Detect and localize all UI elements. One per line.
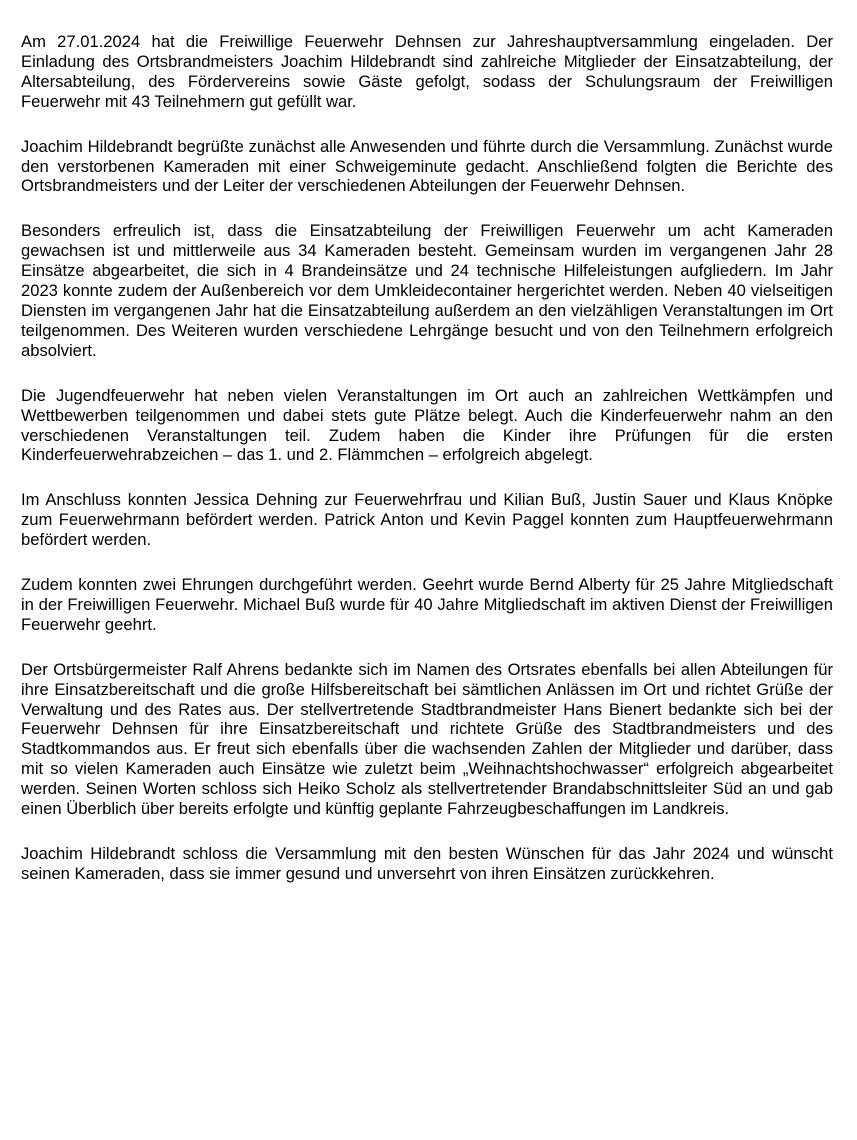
paragraph-youth-fire-brigade: Die Jugendfeuerwehr hat neben vielen Veranstaltungen im Ort auch an zahlreichen Wettkämpfen und Wettbewerben teilgenommen und dabei stets gute Plätze belegt. Auch die Kinderfeuerwehr nahm an den verschiedenen Veranstaltungen teil. Zudem haben die Kinder ihre Prüfungen für die ersten Kinderfeuerwehrabzeichen – das 1. und 2. Flämmchen – erfolgreich abgelegt. [21,385,833,465]
paragraph-welcome: Joachim Hildebrandt begrüßte zunächst alle Anwesenden und führte durch die Versammlung. Zunächst wurde den verstorbenen Kameraden mit einer Schweigeminute gedacht. Anschließend folgten die Berichte des Ortsbrandmeisters und der Leiter der verschiedenen Abteilungen der Feuerwehr Dehnsen. [21,136,833,196]
paragraph-invitation: Am 27.01.2024 hat die Freiwillige Feuerwehr Dehnsen zur Jahreshauptversammlung eingeladen. Der Einladung des Ortsbrandmeisters Joachim Hildebrandt sind zahlreiche Mitglieder der Einsatzabteilung, der Altersabteilung, des Fördervereins sowie Gäste gefolgt, sodass der Schulungsraum der Freiwilligen Feuerwehr mit 43 Teilnehmern gut gefüllt war. [21,32,833,111]
paragraph-promotions: Im Anschluss konnten Jessica Dehning zur Feuerwehrfrau und Kilian Buß, Justin Sauer und Klaus Knöpke zum Feuerwehrmann befördert werden. Patrick Anton und Kevin Paggel konnten zum Hauptfeuerwehrmann befördert werden. [21,490,833,550]
paragraph-closing: Joachim Hildebrandt schloss die Versammlung mit den besten Wünschen für das Jahr 2024 und wünscht seinen Kameraden, dass sie immer gesund und unversehrt von ihren Einsätzen zurückkehren. [21,844,833,883]
paragraph-honors: Zudem konnten zwei Ehrungen durchgeführt werden. Geehrt wurde Bernd Alberty für 25 Jahre Mitgliedschaft in der Freiwilligen Feuerwehr. Michael Buß wurde für 40 Jahre Mitgliedschaft im aktiven Dienst der Freiwilligen Feuerwehr geehrt. [21,575,833,634]
paragraph-guest-speeches: Der Ortsbürgermeister Ralf Ahrens bedankte sich im Namen des Ortsrates ebenfalls bei allen Abteilungen für ihre Einsatzbereitschaft und die große Hilfsbereitschaft bei sämtlichen Anlässen im Ort und richtet Grüße der Verwaltung und des Rates aus. Der stellvertretende Stadtbrandmeister Hans Bienert bedankte sich bei der Feuerwehr Dehnsen für ihre Einsatzbereitschaft und richtete Grüße des Stadtbrandmeisters und des Stadtkommandos aus. Er freut sich ebenfalls über die wachsenden Zahlen der Mitglieder und darüber, dass mit so vielen Kameraden auch Einsätze wie zuletzt beim „Weihnachtshochwasser“ erfolgreich abgearbeitet werden. Seinen Worten schloss sich Heiko Scholz als stellvertretender Brandabschnittsleiter Süd an und gab einen Überblich über bereits erfolgte und künftig geplante Fahrzeugbeschaffungen im Landkreis. [21,659,833,819]
paragraph-operations-report: Besonders erfreulich ist, dass die Einsatzabteilung der Freiwilligen Feuerwehr um acht Kameraden gewachsen ist und mittlerweile aus 34 Kameraden besteht. Gemeinsam wurden im vergangenen Jahr 28 Einsätze abgearbeitet, die sich in 4 Brandeinsätze und 24 technische Hilfeleistungen aufgliedern. Im Jahr 2023 konnte zudem der Außenbereich vor dem Umkleidecontainer hergerichtet werden. Neben 40 vielseitigen Diensten im vergangenen Jahr hat die Einsatzabteilung außerdem an den vielzähligen Veranstaltungen im Ort teilgenommen. Des Weiteren wurden verschiedene Lehrgänge besucht und von den Teilnehmern erfolgreich absolviert. [21,221,833,360]
